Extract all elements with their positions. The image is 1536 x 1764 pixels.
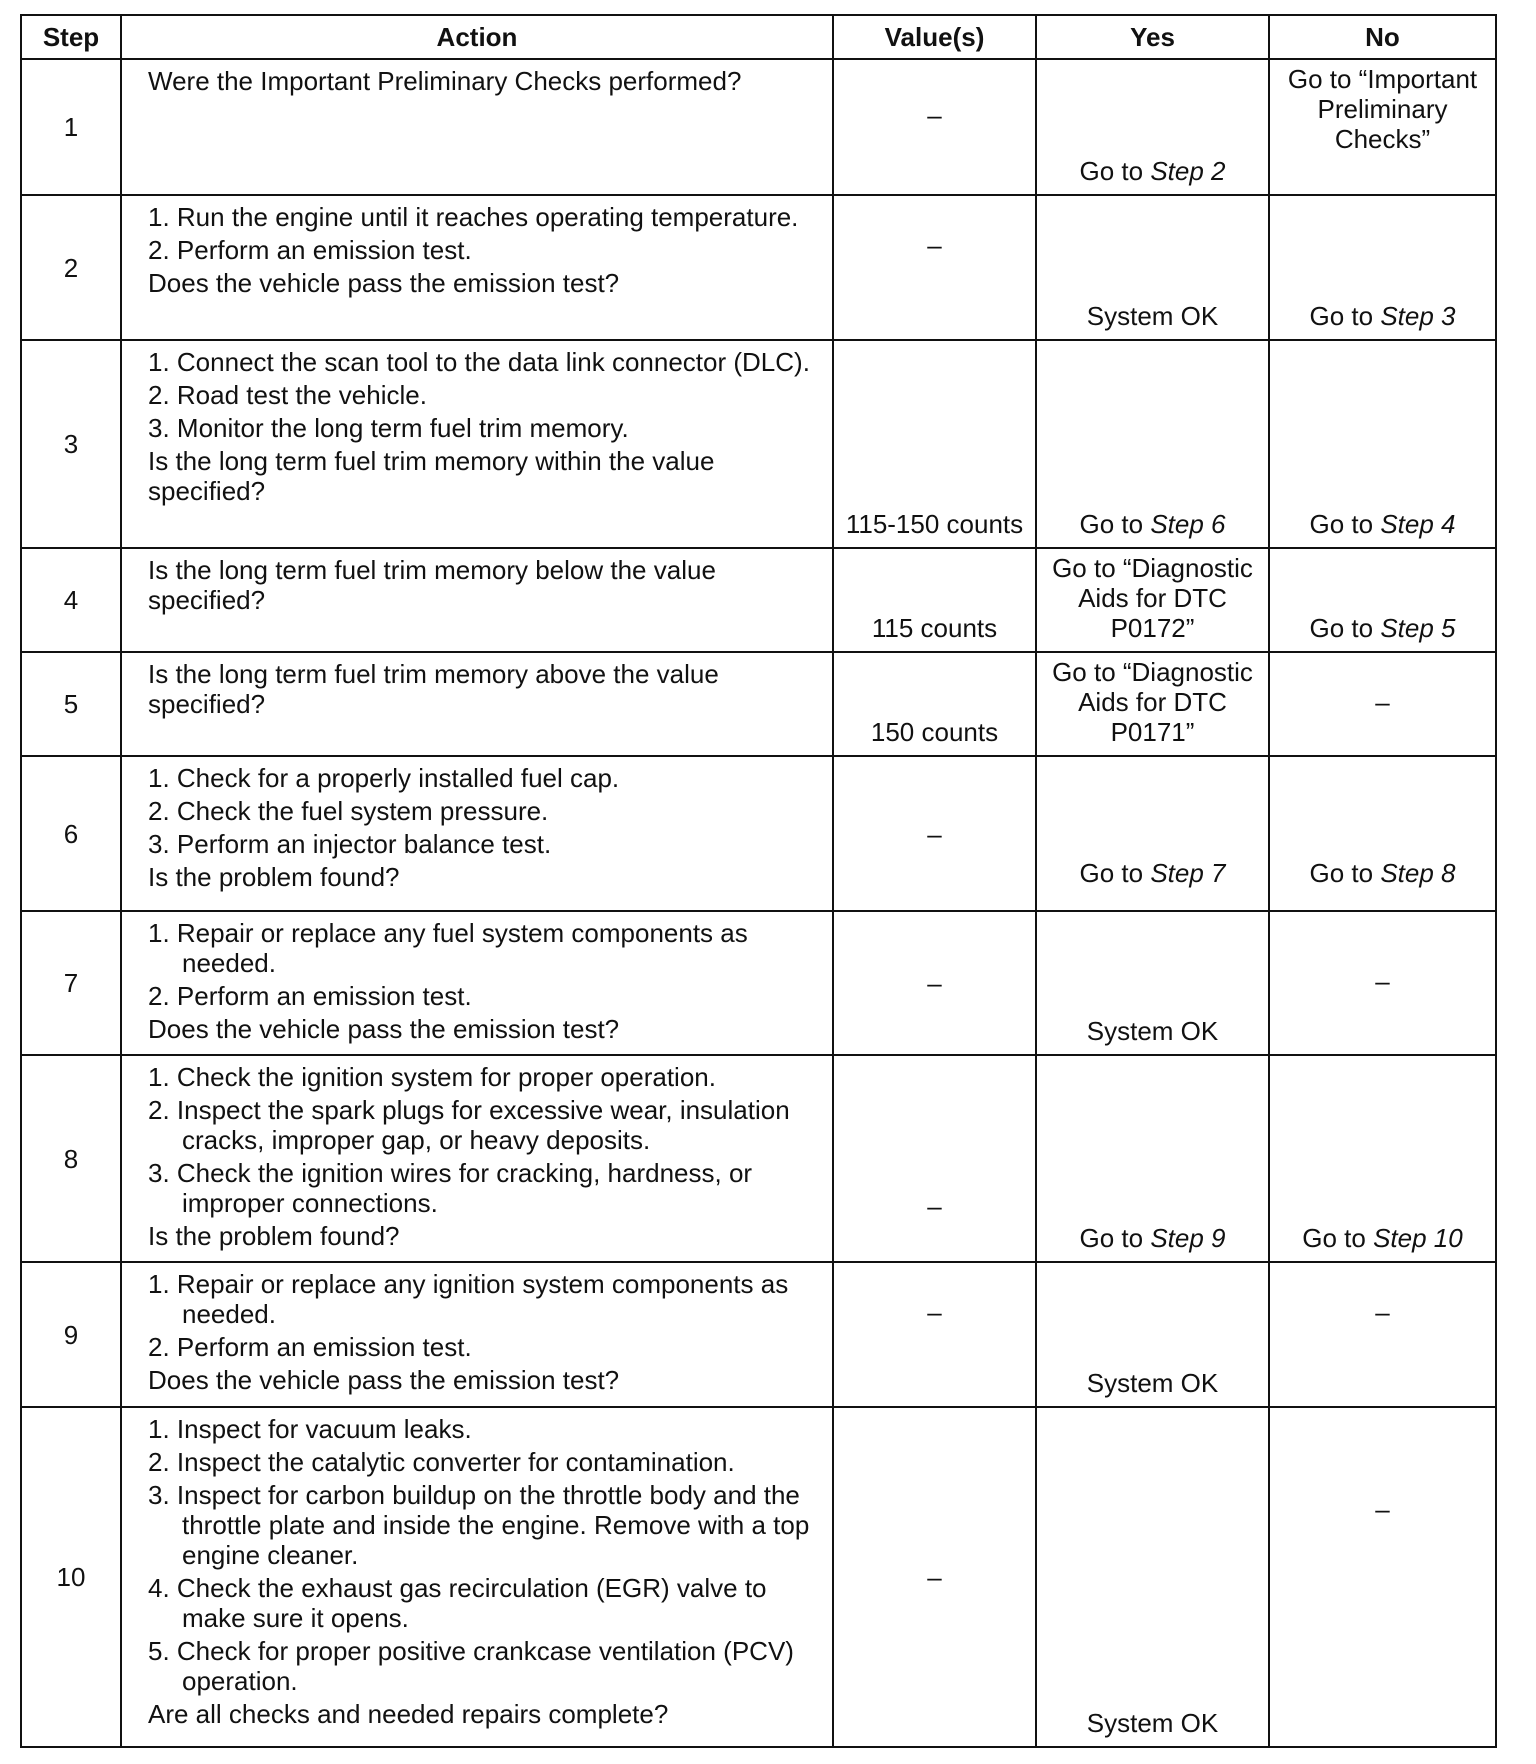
no-step-link: Step 4 (1380, 509, 1456, 539)
yes-cell: System OK (1036, 911, 1269, 1055)
value-cell: 115-150 counts (833, 340, 1036, 548)
action-item: 2. Road test the vehicle. (148, 380, 427, 410)
action-item: 1. Check the ignition system for proper operation. (148, 1062, 716, 1092)
header-step: Step (21, 15, 121, 59)
value-cell: – (833, 1262, 1036, 1407)
action-item: 1. Check for a properly installed fuel cap. (148, 763, 620, 793)
no-step-link: Step 8 (1380, 858, 1456, 888)
yes-cell: Go to “Diagnostic Aids for DTC P0171” (1036, 652, 1269, 756)
yes-prefix: Go to (1079, 156, 1151, 186)
yes-cell: System OK (1036, 195, 1269, 340)
step-number: 4 (21, 548, 121, 652)
table-row (21, 652, 1496, 756)
no-step-link: Step 5 (1380, 613, 1456, 643)
no-cell (1269, 195, 1496, 340)
value-cell: – (833, 59, 1036, 195)
step-number: 2 (21, 195, 121, 340)
no-cell: – (1269, 1262, 1496, 1407)
table-row (21, 1407, 1496, 1747)
step-number: 1 (21, 59, 121, 195)
step-number: 8 (21, 1055, 121, 1262)
step-number: 3 (21, 340, 121, 548)
yes-cell (1036, 756, 1269, 911)
yes-step-link: Step 7 (1150, 858, 1226, 888)
action-cell (121, 195, 833, 340)
action-item: 3. Inspect for carbon buildup on the throttle body and the throttle plate and inside the engine. Remove with a top engine cleaner. (148, 1480, 810, 1570)
action-item: 3. Perform an injector balance test. (148, 829, 552, 859)
step-number: 6 (21, 756, 121, 911)
action-cell (121, 59, 833, 195)
value-cell: 115 counts (833, 548, 1036, 652)
no-step-link: Step 3 (1380, 301, 1456, 331)
value-cell: – (833, 911, 1036, 1055)
yes-prefix: Go to (1079, 1223, 1151, 1253)
header-values: Value(s) (833, 15, 1036, 59)
action-question: Does the vehicle pass the emission test? (148, 1014, 620, 1044)
no-cell (1269, 340, 1496, 548)
no-cell (1269, 548, 1496, 652)
yes-cell (1036, 1055, 1269, 1262)
action-question: Is the long term fuel trim memory above the value specified? (148, 659, 719, 719)
no-step-link: Step 10 (1373, 1223, 1463, 1253)
no-prefix: Go to (1309, 301, 1381, 331)
value-cell: – (833, 1055, 1036, 1262)
action-item: 2. Inspect the spark plugs for excessive wear, insulation cracks, improper gap, or heavy deposits. (148, 1095, 790, 1155)
yes-cell (1036, 59, 1269, 195)
yes-cell: Go to “Diagnostic Aids for DTC P0172” (1036, 548, 1269, 652)
action-cell (121, 1407, 833, 1747)
action-question: Is the long term fuel trim memory within the value specified? (148, 446, 715, 506)
step-number: 7 (21, 911, 121, 1055)
action-item: 2. Perform an emission test. (148, 235, 472, 265)
action-item: 3. Check the ignition wires for cracking, hardness, or improper connections. (148, 1158, 753, 1218)
action-question: Is the problem found? (148, 862, 400, 892)
action-item: 2. Inspect the catalytic converter for contamination. (148, 1447, 735, 1477)
yes-prefix: Go to (1079, 509, 1151, 539)
table-row (21, 1262, 1496, 1407)
action-item: 1. Repair or replace any fuel system components as needed. (148, 918, 748, 978)
no-cell: – (1269, 652, 1496, 756)
no-prefix: Go to (1309, 858, 1381, 888)
no-cell (1269, 1055, 1496, 1262)
diagnostic-table (20, 14, 1497, 1748)
action-question: Does the vehicle pass the emission test? (148, 1365, 620, 1395)
table-row (21, 911, 1496, 1055)
no-cell: – (1269, 1407, 1496, 1747)
no-prefix: Go to (1309, 509, 1381, 539)
action-item: 3. Monitor the long term fuel trim memory. (148, 413, 629, 443)
yes-prefix: Go to (1079, 858, 1151, 888)
action-question: Is the long term fuel trim memory below the value specified? (148, 555, 716, 615)
table-row (21, 756, 1496, 911)
no-prefix: Go to (1302, 1223, 1374, 1253)
value-cell: – (833, 195, 1036, 340)
yes-cell: System OK (1036, 1407, 1269, 1747)
action-question: Are all checks and needed repairs complete? (148, 1699, 669, 1729)
action-question: Is the problem found? (148, 1221, 400, 1251)
table-row (21, 340, 1496, 548)
action-cell (121, 756, 833, 911)
no-cell: – (1269, 911, 1496, 1055)
action-item: 4. Check the exhaust gas recirculation (EGR) valve to make sure it opens. (148, 1573, 767, 1633)
action-item: 2. Check the fuel system pressure. (148, 796, 549, 826)
yes-step-link: Step 6 (1150, 509, 1226, 539)
action-item: 1. Run the engine until it reaches operating temperature. (148, 202, 799, 232)
table-row (21, 548, 1496, 652)
yes-cell: System OK (1036, 1262, 1269, 1407)
step-number: 5 (21, 652, 121, 756)
value-cell: – (833, 756, 1036, 911)
table-header-row (21, 15, 1496, 59)
action-cell (121, 1055, 833, 1262)
table-row (21, 195, 1496, 340)
action-item: 5. Check for proper positive crankcase ventilation (PCV) operation. (148, 1636, 794, 1696)
action-cell (121, 652, 833, 756)
action-cell (121, 548, 833, 652)
yes-step-link: Step 2 (1150, 156, 1226, 186)
header-action: Action (121, 15, 833, 59)
table-row (21, 1055, 1496, 1262)
no-cell (1269, 756, 1496, 911)
yes-cell (1036, 340, 1269, 548)
no-cell: Go to “Important Preliminary Checks” (1269, 59, 1496, 195)
header-no: No (1269, 15, 1496, 59)
action-item: 2. Perform an emission test. (148, 1332, 472, 1362)
value-cell: – (833, 1407, 1036, 1747)
value-cell: 150 counts (833, 652, 1036, 756)
step-number: 10 (21, 1407, 121, 1747)
action-item: 2. Perform an emission test. (148, 981, 472, 1011)
action-cell (121, 1262, 833, 1407)
action-item: 1. Inspect for vacuum leaks. (148, 1414, 472, 1444)
action-question: Were the Important Preliminary Checks performed? (148, 66, 742, 96)
action-cell (121, 911, 833, 1055)
yes-step-link: Step 9 (1150, 1223, 1226, 1253)
action-question: Does the vehicle pass the emission test? (148, 268, 620, 298)
no-prefix: Go to (1309, 613, 1381, 643)
action-cell (121, 340, 833, 548)
step-number: 9 (21, 1262, 121, 1407)
table-row (21, 59, 1496, 195)
action-item: 1. Repair or replace any ignition system components as needed. (148, 1269, 789, 1329)
action-item: 1. Connect the scan tool to the data link connector (DLC). (148, 347, 810, 377)
header-yes: Yes (1036, 15, 1269, 59)
